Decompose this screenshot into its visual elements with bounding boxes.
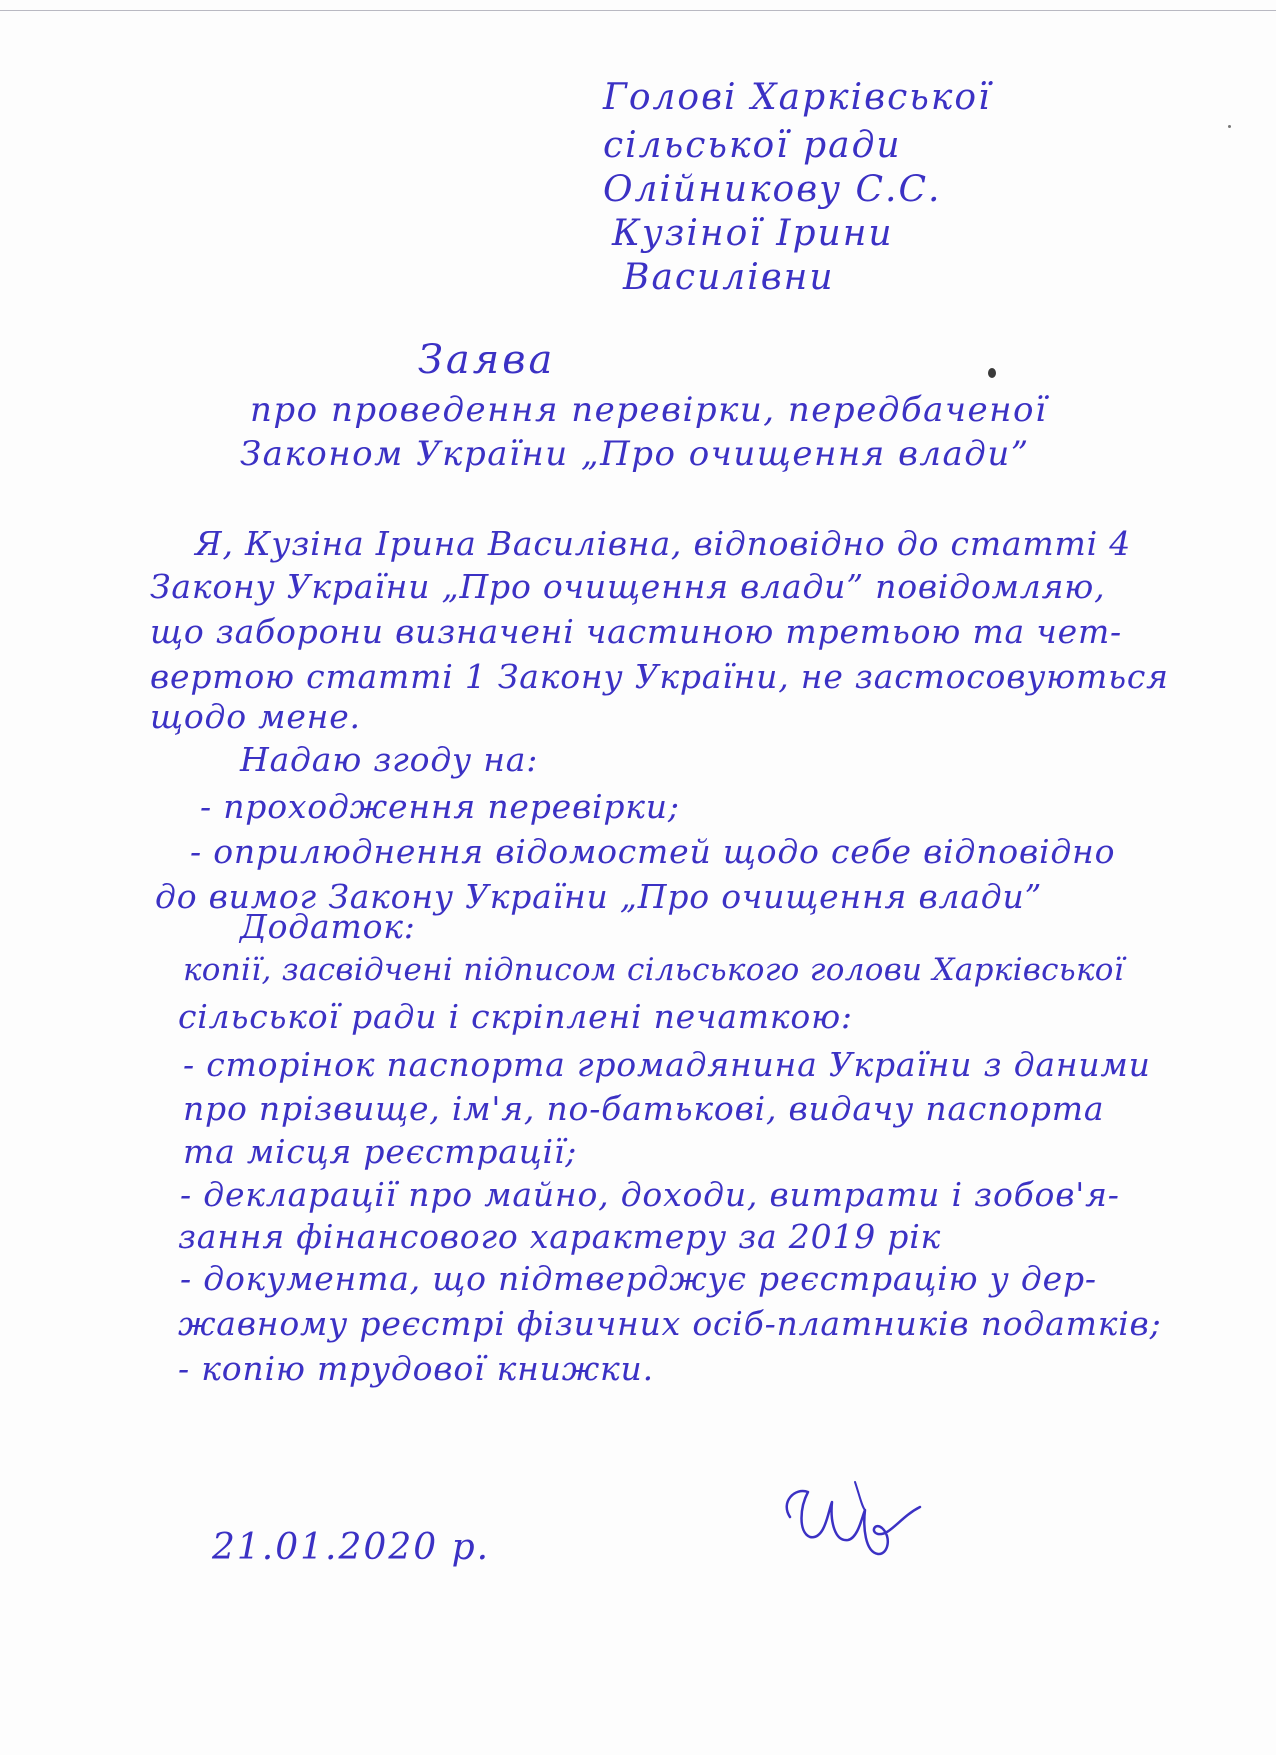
attachment-line-4: про прізвище, ім'я, по-батькові, видачу паспорта (183, 1089, 1105, 1128)
document-date: 21.01.2020 р. (212, 1527, 491, 1568)
addressee-line-1: Голові Харківської (603, 77, 992, 118)
body-line-5: щодо мене. (150, 697, 361, 736)
ink-spot (988, 368, 996, 378)
subtitle-line-2: Законом України „Про очищення влади” (240, 434, 1030, 474)
body-line-2: Закону України „Про очищення влади” повідомляю, (150, 567, 1106, 606)
attachment-line-6: - декларації про майно, доходи, витрати і зобов'я- (180, 1175, 1120, 1214)
consent-heading: Надаю згоду на: (240, 740, 539, 779)
signature (770, 1462, 930, 1562)
addressee-line-2: сільської ради (603, 125, 902, 166)
consent-item-2-line-2: до вимог Закону України „Про очищення влади” (155, 877, 1043, 916)
addressee-line-3: Олійникову С.С. (603, 169, 942, 210)
attachment-line-5: та місця реєстрації; (183, 1132, 578, 1171)
attachment-line-10: - копію трудової книжки. (178, 1349, 654, 1388)
attachment-line-2: сільської ради і скріплені печаткою: (178, 997, 853, 1036)
body-line-1: Я, Кузіна Ірина Василівна, відповідно до статті 4 (195, 524, 1132, 563)
attachment-line-8: - документа, що підтверджує реєстрацію у дер- (180, 1259, 1097, 1298)
attachment-heading: Додаток: (240, 907, 416, 946)
body-line-4: вертою статті 1 Закону України, не застосовуються (150, 657, 1169, 696)
attachment-line-9: жавному реєстрі фізичних осіб-платників податків; (178, 1304, 1162, 1343)
attachment-line-7: зання фінансового характеру за 2019 рік (178, 1217, 942, 1256)
subtitle-line-1: про проведення перевірки, передбаченої (250, 390, 1048, 430)
addressee-line-5: Василівни (623, 257, 835, 298)
consent-item-1: - проходження перевірки; (200, 787, 680, 826)
attachment-line-3: - сторінок паспорта громадянина України з даними (183, 1045, 1151, 1084)
addressee-line-4: Кузіної Ірини (612, 213, 894, 254)
attachment-line-1: копії, засвідчені підписом сільського голови Харківської (183, 952, 1124, 988)
ink-dot (1228, 125, 1231, 128)
document-title: Заява (418, 337, 556, 383)
consent-item-2-line-1: - оприлюднення відомостей щодо себе відповідно (190, 832, 1116, 871)
body-line-3: що заборони визначені частиною третьою та чет- (150, 612, 1122, 651)
scan-edge-line (0, 10, 1276, 11)
